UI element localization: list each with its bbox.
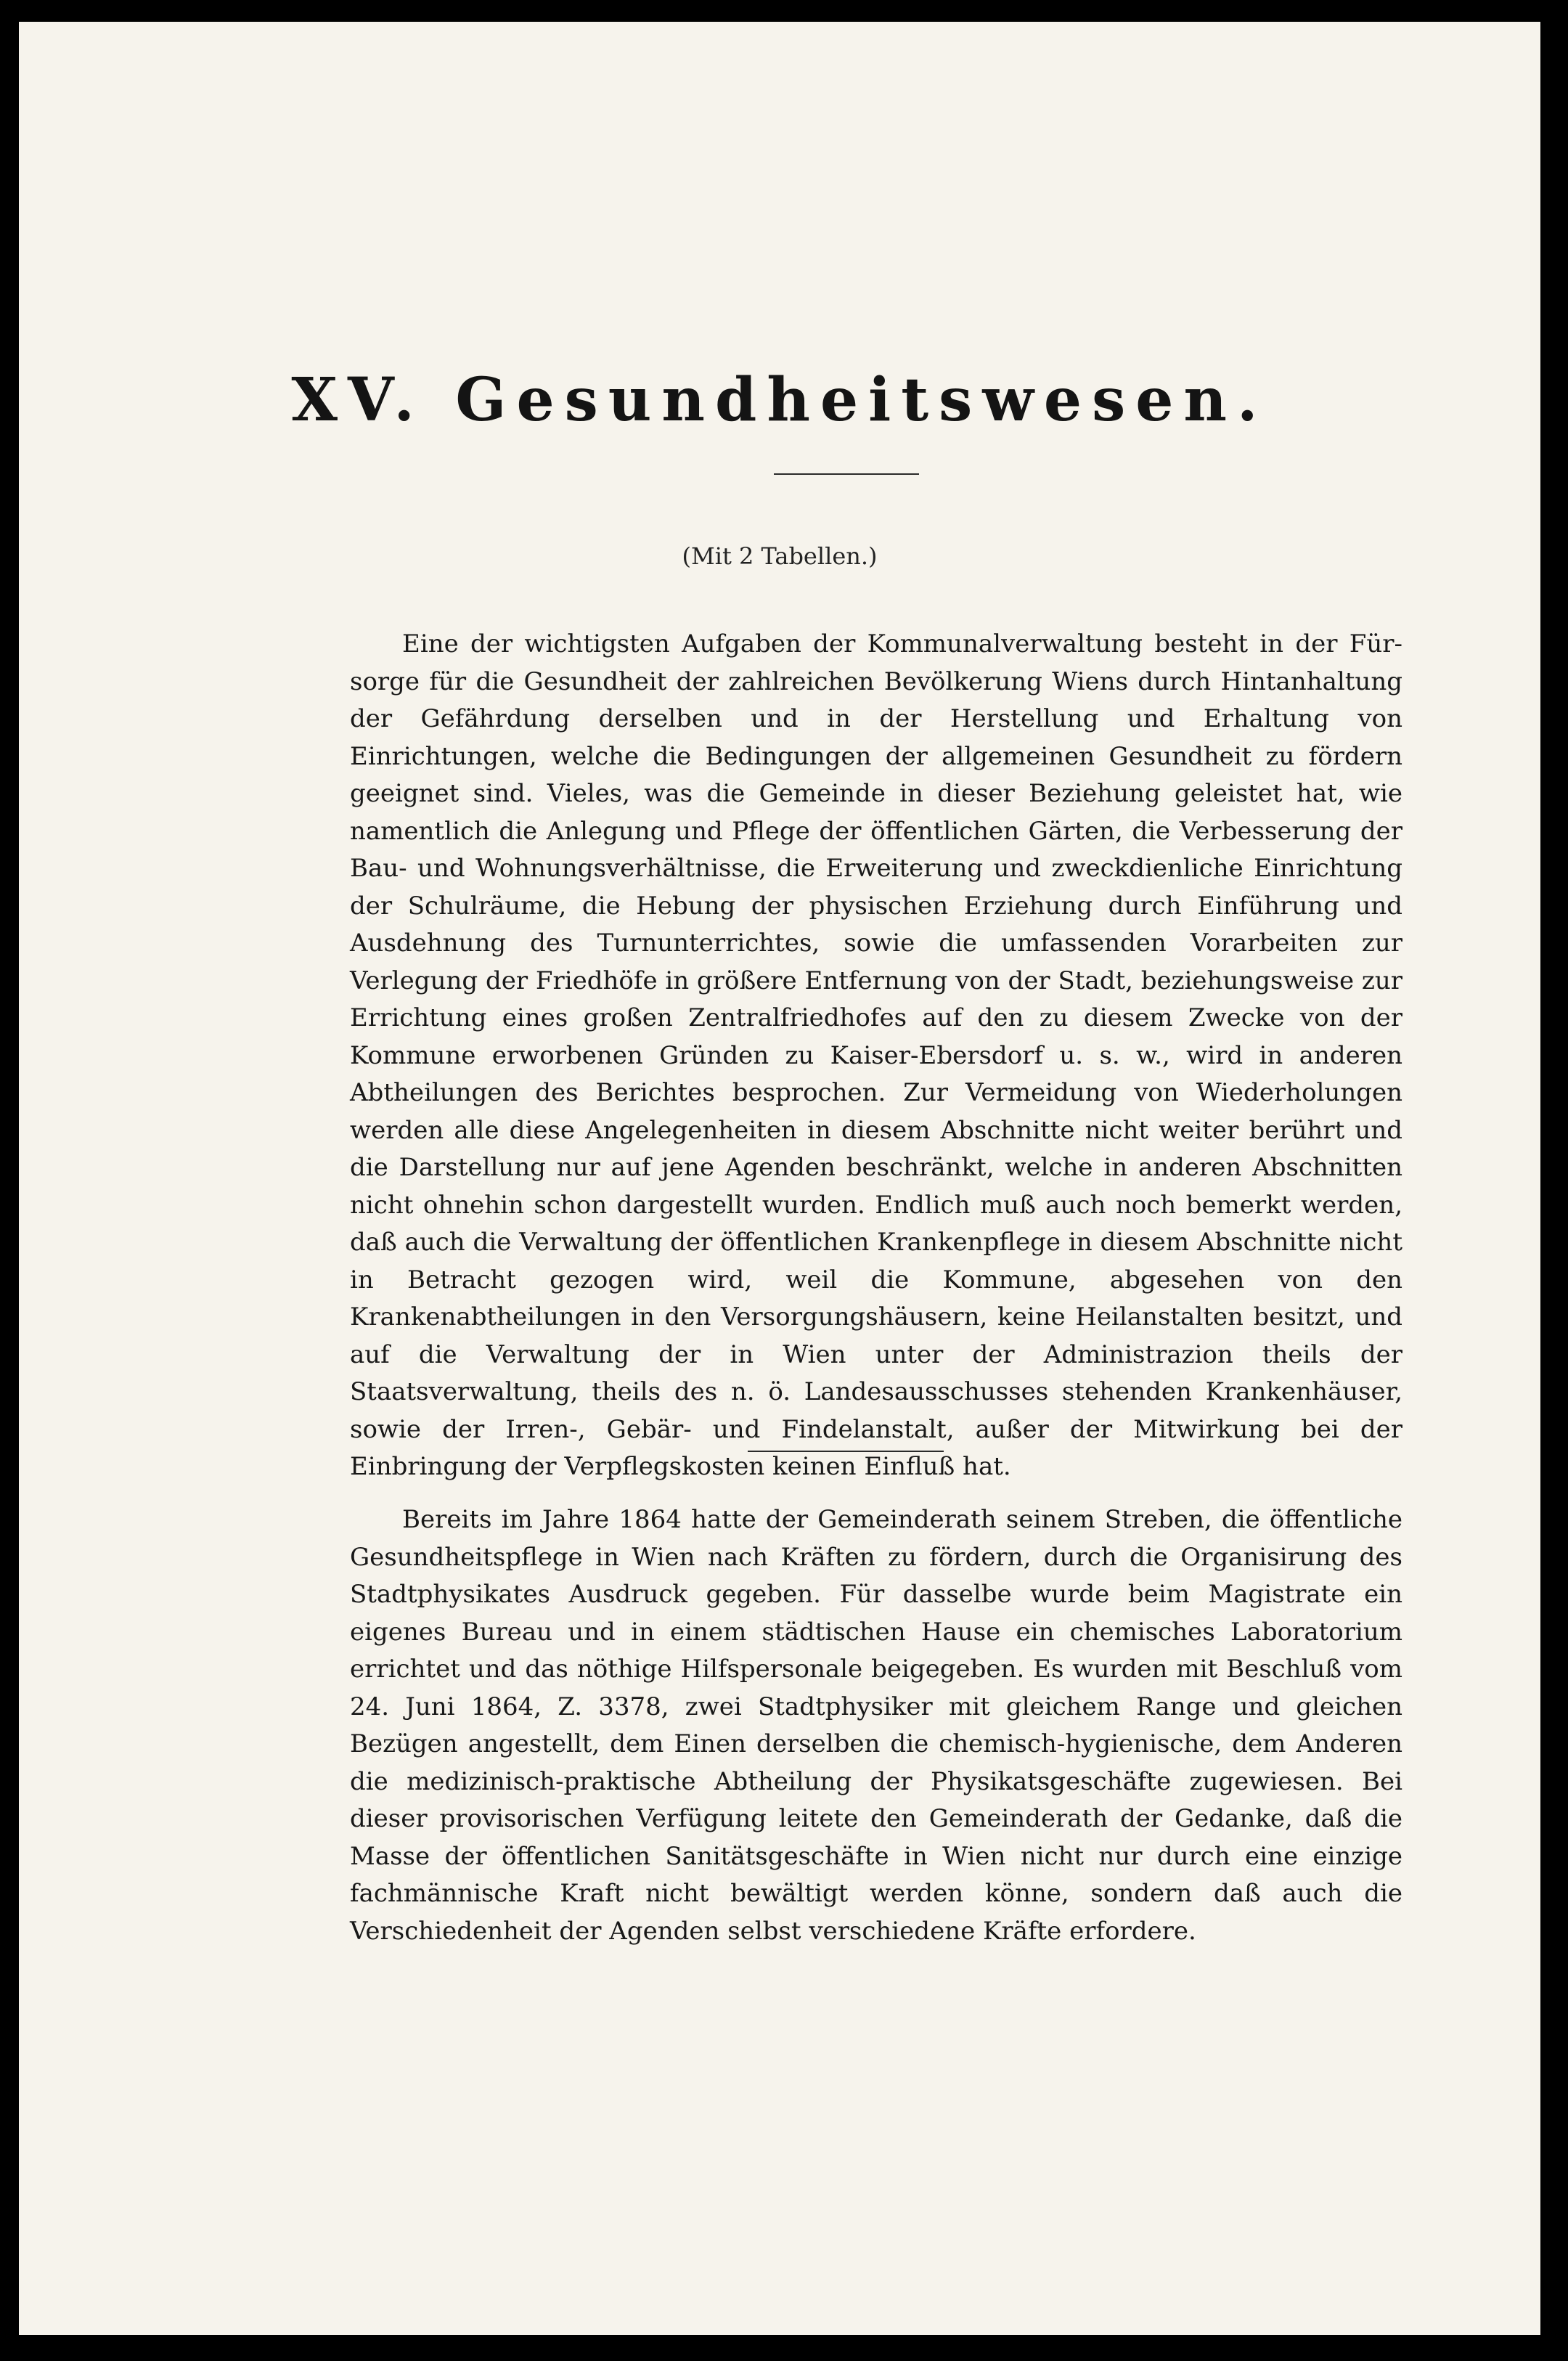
document-page [19, 22, 1540, 2335]
page-title: XV. Gesundheitswesen. [291, 365, 1268, 435]
body-paragraph: Eine der wichtigsten Aufgaben der Kommunalverwaltung besteht in der Fürsorge für die Gesundheit der zahlreichen Bevölkerung Wiens durch Hintanhaltung der Gefährdung derselben und in der Herstellung und Erhaltung von Einrichtungen, welche die Bedingungen der allgemeinen Gesundheit zu fördern geeignet sind. Vieles, was die Gemeinde in dieser Beziehung geleistet hat, wie namentlich die Anlegung und Pflege der öffentlichen Gärten, die Verbesserung der Bau- und Wohnungsverhältnisse, die Erweiterung und zweckdienliche Einrichtung der Schulräume, die Hebung der physischen Erziehung durch Einführung und Ausdehnung des Turnunterrichtes, sowie die umfassenden Vorarbeiten zur Verlegung der Friedhöfe in größere Entfernung von der Stadt, beziehungsweise zur Errichtung eines großen Zentralfriedhofes auf den zu diesem Zwecke von der Kommune erworbenen Gründen zu Kaiser-Ebersdorf u. s. w., wird in anderen Abtheilungen des Berichtes besprochen. Zur Vermeidung von Wiederholungen werden alle diese Angelegenheiten in diesem Abschnitte nicht weiter berührt und die Darstellung nur auf jene Agenden beschränkt, welche in anderen Abschnitten nicht ohnehin schon dargestellt wurden. Endlich muß auch noch bemerkt werden, daß auch die Verwaltung der öffentlichen Krankenpflege in diesem Abschnitte nicht in Betracht gezogen wird, weil die Kommune, abgesehen von den Krankenabtheilungen in den Versorgungshäusern, keine Heilanstalten besitzt, und auf die Verwaltung der in Wien unter der Administrazion theils der Staatsverwaltung, theils des n. ö. Landesausschusses stehenden Krankenhäuser, sowie der Irren-, Gebär- und Findelanstalt, außer der Mitwirkung bei der Einbringung der Verpflegskosten keinen Einfluß hat. [350, 629, 1402, 1481]
body-paragraph: Bereits im Jahre 1864 hatte der Gemeinderath seinem Streben, die öffentliche Gesundheitspflege in Wien nach Kräften zu fördern, durch die Organisirung des Stadtphysikates Ausdruck gegeben. Für dasselbe wurde beim Magistrate ein eigenes Bureau und in einem städtischen Hause ein chemisches Laboratorium errichtet und das nöthige Hilfspersonale beigegeben. Es wurden mit Beschluß vom 24. Juni 1864, Z. 3378, zwei Stadtphysiker mit gleichem Range und gleichen Bezügen angestellt, dem Einen derselben die chemisch-hygienische, dem Anderen die medizinisch-praktische Abtheilung der Physikatsgeschäfte zugewiesen. Bei dieser provisorischen Verfügung leitete den Gemeinderath der Gedanke, daß die Masse der öffentlichen Sanitätsgeschäfte in Wien nicht nur durch eine einzige fachmännische Kraft nicht bewältigt werden könne, sondern daß auch die Verschiedenheit der Agenden selbst verschiedene Kräfte erfordere. [350, 1505, 1402, 1946]
page-subtitle: (Mit 2 Tabellen.) [682, 542, 878, 570]
title-divider [774, 473, 919, 475]
section-divider [748, 1451, 944, 1452]
